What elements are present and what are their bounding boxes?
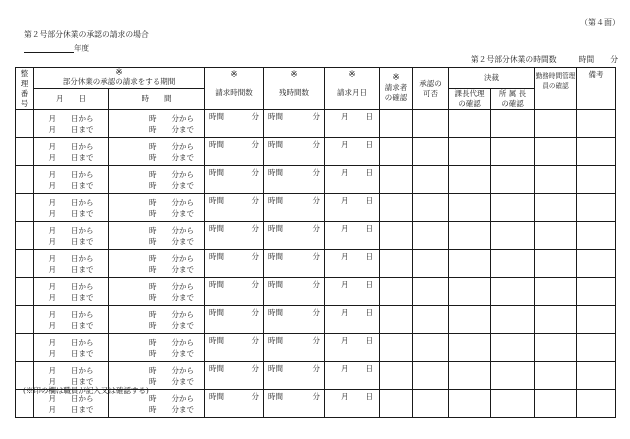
section-head-check-cell[interactable]: [491, 306, 535, 334]
request-date-cell[interactable]: 月 日: [325, 166, 380, 194]
table-row: [16, 306, 616, 334]
row-number-cell[interactable]: [16, 166, 34, 194]
month-day-range-cell[interactable]: 月 日から 月 日まで: [34, 250, 109, 278]
remarks-cell[interactable]: [577, 334, 616, 362]
section-head-check-cell[interactable]: [491, 166, 535, 194]
total-hours-line: [471, 56, 618, 65]
deputy-check-cell[interactable]: [449, 110, 491, 138]
row-number-cell[interactable]: [16, 222, 34, 250]
time-manager-check-cell[interactable]: [535, 278, 577, 306]
time-range-cell[interactable]: 時 分から 時 分まで: [109, 334, 205, 362]
request-date-cell[interactable]: 月 日: [325, 250, 380, 278]
table-row: [16, 110, 616, 138]
request-date-cell[interactable]: 月 日: [325, 390, 380, 418]
remaining-hours-cell[interactable]: 時間 分: [264, 194, 325, 222]
requested-hours-cell[interactable]: 時間 分: [205, 222, 264, 250]
section-head-check-header: 所 属 長 の確認: [491, 89, 535, 110]
requested-hours-cell[interactable]: 時間 分: [205, 138, 264, 166]
time-manager-check-cell[interactable]: [535, 222, 577, 250]
requested-hours-cell[interactable]: 時間 分: [205, 334, 264, 362]
approval-cell[interactable]: [413, 390, 449, 418]
request-date-cell[interactable]: 月 日: [325, 362, 380, 390]
approval-cell[interactable]: [413, 222, 449, 250]
leave-request-table: [15, 67, 616, 418]
requested-hours-cell[interactable]: 時間 分: [205, 278, 264, 306]
remarks-cell[interactable]: [577, 138, 616, 166]
requested-hours-cell[interactable]: 時間 分: [205, 250, 264, 278]
period-header: ※ 部分休業の承認の請求をする期間: [34, 68, 205, 89]
row-number-cell[interactable]: [16, 138, 34, 166]
form-title: 第２号部分休業の承認の請求の場合: [24, 30, 149, 39]
remaining-hours-cell[interactable]: 時間 分: [264, 334, 325, 362]
remaining-hours-cell[interactable]: 時間 分: [264, 278, 325, 306]
time-range-cell[interactable]: 時 分から 時 分まで: [109, 110, 205, 138]
requested-hours-header: ※ 請求時間数: [205, 68, 264, 110]
approval-cell[interactable]: [413, 166, 449, 194]
remaining-hours-cell[interactable]: 時間 分: [264, 250, 325, 278]
requester-check-cell[interactable]: [380, 278, 413, 306]
request-date-header: ※ 請求月日: [325, 68, 380, 110]
time-range-cell[interactable]: 時 分から 時 分まで: [109, 362, 205, 390]
time-range-cell[interactable]: 時 分から 時 分まで: [109, 250, 205, 278]
approval-cell[interactable]: [413, 278, 449, 306]
remarks-cell[interactable]: [577, 194, 616, 222]
row-number-cell[interactable]: [16, 250, 34, 278]
approval-cell[interactable]: [413, 138, 449, 166]
remarks-cell[interactable]: [577, 390, 616, 418]
request-date-cell[interactable]: 月 日: [325, 334, 380, 362]
section-head-check-cell[interactable]: [491, 362, 535, 390]
row-number-cell[interactable]: [16, 278, 34, 306]
total-minutes-unit: 分: [610, 55, 618, 64]
time-range-cell[interactable]: 時 分から 時 分まで: [109, 278, 205, 306]
row-number-cell[interactable]: [16, 194, 34, 222]
time-range-cell[interactable]: 時 分から 時 分まで: [109, 166, 205, 194]
time-manager-check-cell[interactable]: [535, 362, 577, 390]
remaining-hours-cell[interactable]: 時間 分: [264, 110, 325, 138]
year-suffix: 年度: [74, 43, 89, 53]
remaining-hours-cell[interactable]: 時間 分: [264, 166, 325, 194]
table-row: [16, 250, 616, 278]
approval-cell[interactable]: [413, 110, 449, 138]
remaining-hours-cell[interactable]: 時間 分: [264, 138, 325, 166]
remaining-hours-cell[interactable]: 時間 分: [264, 362, 325, 390]
row-number-cell[interactable]: [16, 110, 34, 138]
requested-hours-cell[interactable]: 時間 分: [205, 306, 264, 334]
month-day-range-cell[interactable]: 月 日から 月 日まで: [34, 362, 109, 390]
row-number-cell[interactable]: [16, 306, 34, 334]
decision-header: 決裁: [449, 68, 535, 89]
table-row: [16, 138, 616, 166]
remarks-cell[interactable]: [577, 222, 616, 250]
time-manager-check-cell[interactable]: [535, 138, 577, 166]
requested-hours-cell[interactable]: 時間 分: [205, 362, 264, 390]
request-date-cell[interactable]: 月 日: [325, 138, 380, 166]
requester-check-cell[interactable]: [380, 222, 413, 250]
approval-cell[interactable]: [413, 362, 449, 390]
approval-cell[interactable]: [413, 306, 449, 334]
deputy-check-cell[interactable]: [449, 194, 491, 222]
remarks-cell[interactable]: [577, 306, 616, 334]
section-head-check-cell[interactable]: [491, 110, 535, 138]
month-day-header: 月 日: [34, 89, 109, 110]
time-manager-check-cell[interactable]: [535, 334, 577, 362]
fiscal-year-line: [24, 44, 89, 53]
approval-header: 承認の 可否: [413, 68, 449, 110]
section-head-check-cell[interactable]: [491, 334, 535, 362]
time-manager-check-cell[interactable]: [535, 194, 577, 222]
request-date-cell[interactable]: 月 日: [325, 110, 380, 138]
time-range-cell[interactable]: 時 分から 時 分まで: [109, 306, 205, 334]
deputy-check-cell[interactable]: [449, 390, 491, 418]
section-head-check-cell[interactable]: [491, 390, 535, 418]
month-day-range-cell[interactable]: 月 日から 月 日まで: [34, 306, 109, 334]
time-manager-check-cell[interactable]: [535, 110, 577, 138]
requester-check-cell[interactable]: [380, 166, 413, 194]
time-manager-check-cell[interactable]: [535, 250, 577, 278]
time-range-cell[interactable]: 時 分から 時 分まで: [109, 194, 205, 222]
table-row: [16, 166, 616, 194]
deputy-check-cell[interactable]: [449, 334, 491, 362]
requested-hours-cell[interactable]: 時間 分: [205, 110, 264, 138]
deputy-check-cell[interactable]: [449, 362, 491, 390]
deputy-check-cell[interactable]: [449, 278, 491, 306]
remarks-cell[interactable]: [577, 166, 616, 194]
deputy-check-cell[interactable]: [449, 306, 491, 334]
month-day-range-cell[interactable]: 月 日から 月 日まで: [34, 390, 109, 418]
page-number: （第４面）: [580, 18, 620, 27]
table-row: [16, 222, 616, 250]
footnote: (※印の欄は職員が記入又は確認する): [23, 386, 149, 395]
month-day-range-cell[interactable]: 月 日から 月 日まで: [34, 110, 109, 138]
deputy-check-cell[interactable]: [449, 166, 491, 194]
approval-cell[interactable]: [413, 194, 449, 222]
remarks-cell[interactable]: [577, 362, 616, 390]
total-hours-unit: 時間: [578, 55, 595, 64]
remaining-hours-cell[interactable]: 時間 分: [264, 306, 325, 334]
remarks-cell[interactable]: [577, 250, 616, 278]
number-column-header: 整 理 番 号: [16, 68, 34, 110]
remarks-cell[interactable]: [577, 278, 616, 306]
section-head-check-cell[interactable]: [491, 278, 535, 306]
remaining-hours-header: ※ 残時間数: [264, 68, 325, 110]
deputy-check-header: 課長代理 の確認: [449, 89, 491, 110]
month-day-range-cell[interactable]: 月 日から 月 日まで: [34, 138, 109, 166]
time-manager-header: 勤務時間管理 員の確認: [535, 68, 577, 110]
deputy-check-cell[interactable]: [449, 138, 491, 166]
table-row: [16, 334, 616, 362]
month-day-range-cell[interactable]: 月 日から 月 日まで: [34, 166, 109, 194]
total-hours-label: 第２号部分休業の時間数: [470, 55, 557, 64]
time-range-cell[interactable]: 時 分から 時 分まで: [109, 390, 205, 418]
deputy-check-cell[interactable]: [449, 250, 491, 278]
month-day-range-cell[interactable]: 月 日から 月 日まで: [34, 194, 109, 222]
remaining-hours-cell[interactable]: 時間 分: [264, 390, 325, 418]
requester-check-header: ※ 請求者 の確認: [380, 68, 413, 110]
requester-check-cell[interactable]: [380, 362, 413, 390]
request-date-cell[interactable]: 月 日: [325, 306, 380, 334]
requester-check-cell[interactable]: [380, 138, 413, 166]
month-day-range-cell[interactable]: 月 日から 月 日まで: [34, 278, 109, 306]
table-row: [16, 194, 616, 222]
time-header: 時 間: [109, 89, 205, 110]
remarks-header: 備考: [577, 68, 616, 110]
deputy-check-cell[interactable]: [449, 222, 491, 250]
requester-check-cell[interactable]: [380, 194, 413, 222]
star-mark: ※: [115, 68, 123, 79]
month-day-range-cell[interactable]: 月 日から 月 日まで: [34, 334, 109, 362]
year-blank-field[interactable]: [24, 44, 74, 53]
time-manager-check-cell[interactable]: [535, 306, 577, 334]
time-manager-check-cell[interactable]: [535, 390, 577, 418]
remaining-hours-cell[interactable]: 時間 分: [264, 222, 325, 250]
request-date-cell[interactable]: 月 日: [325, 194, 380, 222]
requested-hours-cell[interactable]: 時間 分: [205, 194, 264, 222]
section-head-check-cell[interactable]: [491, 194, 535, 222]
request-date-cell[interactable]: 月 日: [325, 222, 380, 250]
time-range-cell[interactable]: 時 分から 時 分まで: [109, 222, 205, 250]
requester-check-cell[interactable]: [380, 334, 413, 362]
requester-check-cell[interactable]: [380, 390, 413, 418]
approval-cell[interactable]: [413, 334, 449, 362]
requester-check-cell[interactable]: [380, 306, 413, 334]
row-number-cell[interactable]: [16, 334, 34, 362]
requester-check-cell[interactable]: [380, 250, 413, 278]
requester-check-cell[interactable]: [380, 110, 413, 138]
section-head-check-cell[interactable]: [491, 222, 535, 250]
approval-cell[interactable]: [413, 250, 449, 278]
section-head-check-cell[interactable]: [491, 250, 535, 278]
section-head-check-cell[interactable]: [491, 138, 535, 166]
time-range-cell[interactable]: 時 分から 時 分まで: [109, 138, 205, 166]
time-manager-check-cell[interactable]: [535, 166, 577, 194]
table-row: [16, 278, 616, 306]
requested-hours-cell[interactable]: 時間 分: [205, 390, 264, 418]
remarks-cell[interactable]: [577, 110, 616, 138]
request-date-cell[interactable]: 月 日: [325, 278, 380, 306]
month-day-range-cell[interactable]: 月 日から 月 日まで: [34, 222, 109, 250]
requested-hours-cell[interactable]: 時間 分: [205, 166, 264, 194]
